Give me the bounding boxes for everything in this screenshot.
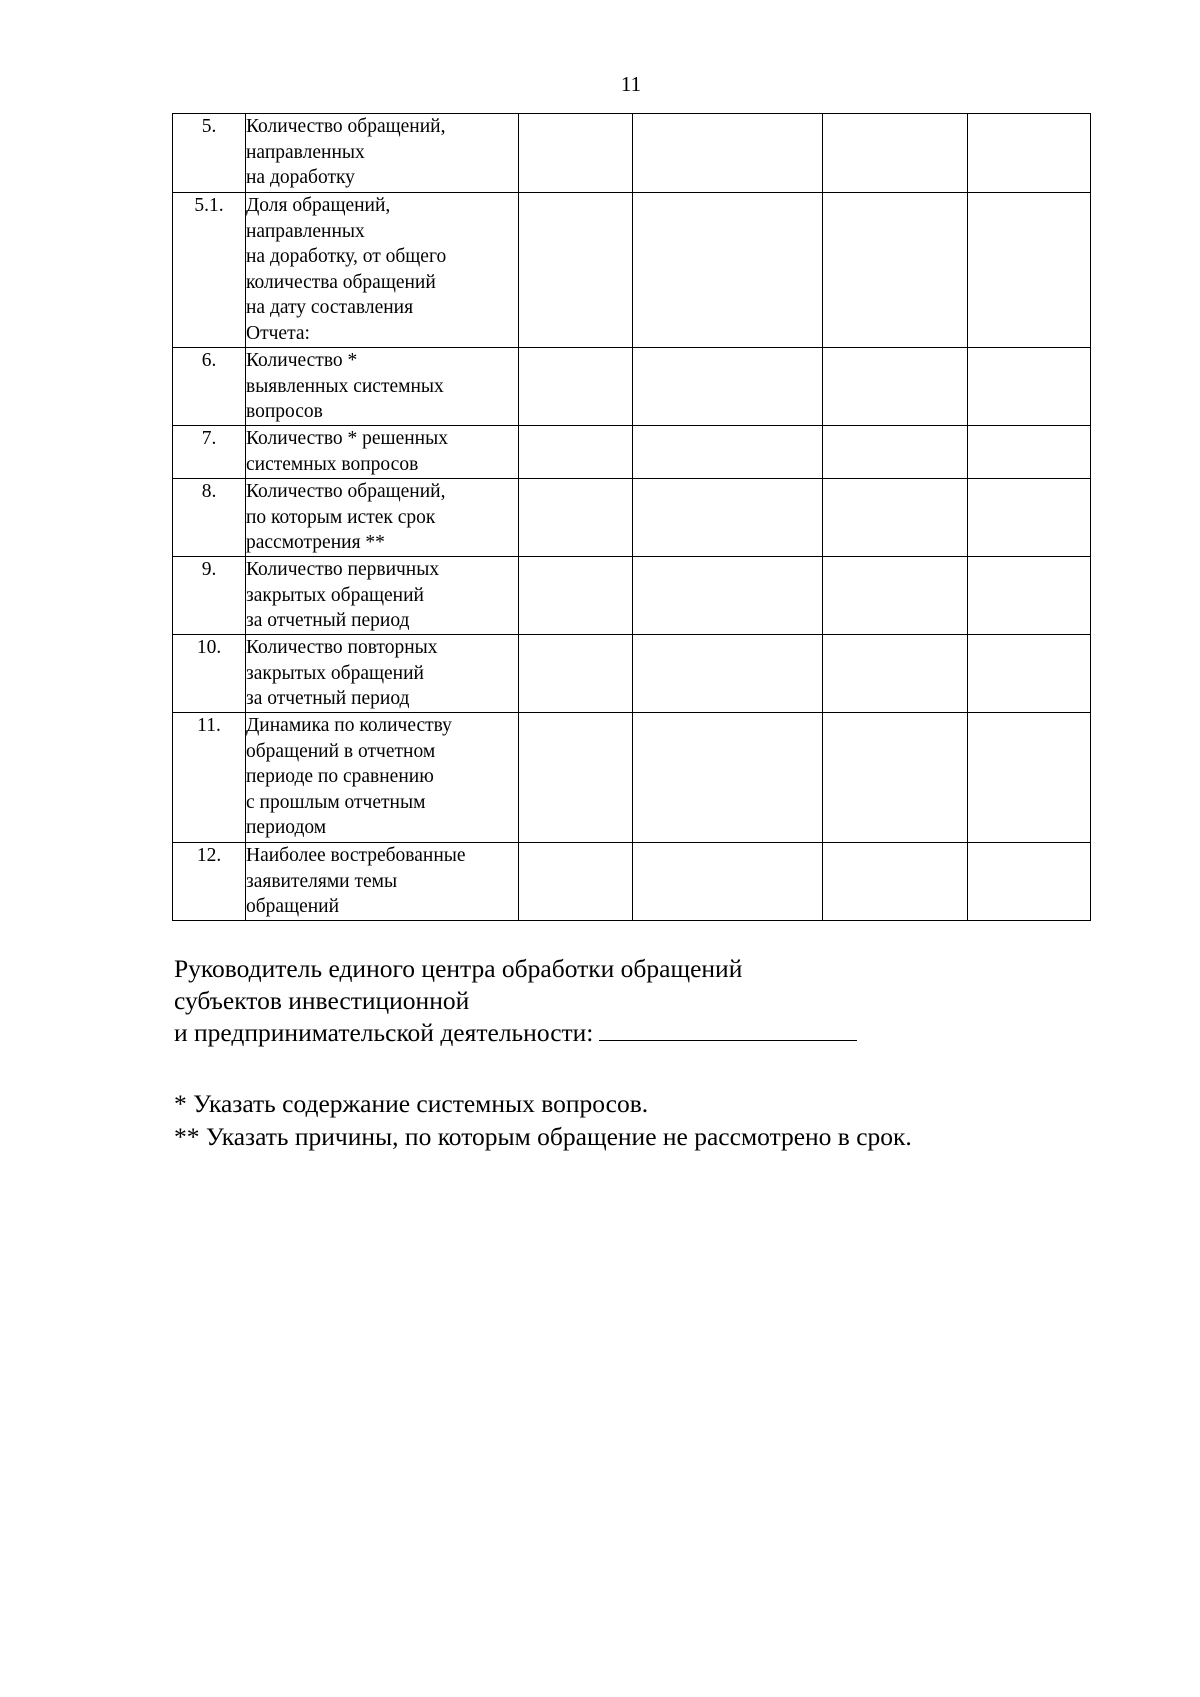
table-cell	[823, 426, 968, 479]
table-row	[173, 114, 1091, 193]
table-cell	[519, 479, 633, 557]
table-cell	[519, 635, 633, 713]
table-cell	[823, 348, 968, 426]
row-label: Количество обращений, направленных на доработку	[246, 114, 519, 193]
table-cell	[968, 635, 1091, 713]
footnotes	[174, 1087, 1124, 1153]
footnote-1: * Указать содержание системных вопросов.	[174, 1089, 649, 1118]
signature-line-2: субъектов инвестиционной	[174, 986, 470, 1015]
table-row	[173, 348, 1091, 426]
signature-line-1: Руководитель единого центра обработки обращений	[174, 954, 743, 983]
row-number: 8.	[173, 479, 246, 557]
table-cell	[633, 348, 823, 426]
table-cell	[519, 348, 633, 426]
signature-block	[174, 953, 1074, 1049]
row-label: Количество * решенных системных вопросов	[246, 426, 519, 479]
row-label: Доля обращений, направленных на доработку, от общего количества обращений на дату составления Отчета:	[246, 193, 519, 348]
row-label: Количество повторных закрытых обращений за отчетный период	[246, 635, 519, 713]
table-cell	[968, 426, 1091, 479]
table-row	[173, 193, 1091, 348]
table-cell	[519, 713, 633, 843]
table-cell	[968, 114, 1091, 193]
table-row	[173, 557, 1091, 635]
table-cell	[633, 426, 823, 479]
table-cell	[823, 713, 968, 843]
table-cell	[968, 713, 1091, 843]
row-number: 5.	[173, 114, 246, 193]
table-cell	[968, 479, 1091, 557]
row-number: 12.	[173, 843, 246, 921]
row-number: 6.	[173, 348, 246, 426]
table-cell	[519, 843, 633, 921]
row-number: 9.	[173, 557, 246, 635]
report-table	[172, 113, 1091, 921]
table-cell	[633, 843, 823, 921]
table-cell	[823, 557, 968, 635]
row-label: Количество обращений, по которым истек срок рассмотрения **	[246, 479, 519, 557]
table-cell	[519, 426, 633, 479]
row-number: 5.1.	[173, 193, 246, 348]
table-cell	[823, 114, 968, 193]
table-cell	[823, 479, 968, 557]
table-row	[173, 843, 1091, 921]
table-cell	[519, 193, 633, 348]
table-cell	[633, 635, 823, 713]
table-cell	[968, 843, 1091, 921]
table-cell	[519, 114, 633, 193]
row-number: 11.	[173, 713, 246, 843]
table-cell	[633, 114, 823, 193]
table-cell	[633, 193, 823, 348]
table-row	[173, 426, 1091, 479]
signature-label: и предпринимательской деятельности:	[174, 1018, 594, 1047]
row-label: Количество первичных закрытых обращений за отчетный период	[246, 557, 519, 635]
table-row	[173, 635, 1091, 713]
page-number: 11	[620, 72, 642, 96]
row-label: Наиболее востребованные заявителями темы обращений	[246, 843, 519, 921]
row-label: Количество * выявленных системных вопросов	[246, 348, 519, 426]
table-cell	[968, 193, 1091, 348]
table-cell	[633, 557, 823, 635]
table-cell	[968, 348, 1091, 426]
footnote-2: ** Указать причины, по которым обращение не рассмотрено в срок.	[174, 1122, 912, 1151]
table-cell	[823, 843, 968, 921]
table-cell	[633, 479, 823, 557]
table-cell	[519, 557, 633, 635]
table-cell	[968, 557, 1091, 635]
table-cell	[823, 193, 968, 348]
table-cell	[823, 635, 968, 713]
row-number: 10.	[173, 635, 246, 713]
signature-blank-line	[599, 1018, 857, 1041]
signature-line-3	[174, 1017, 1074, 1049]
table-row	[173, 479, 1091, 557]
row-label: Динамика по количеству обращений в отчетном периоде по сравнению с прошлым отчетным периодом	[246, 713, 519, 843]
table-row	[173, 713, 1091, 843]
row-number: 7.	[173, 426, 246, 479]
table-cell	[633, 713, 823, 843]
